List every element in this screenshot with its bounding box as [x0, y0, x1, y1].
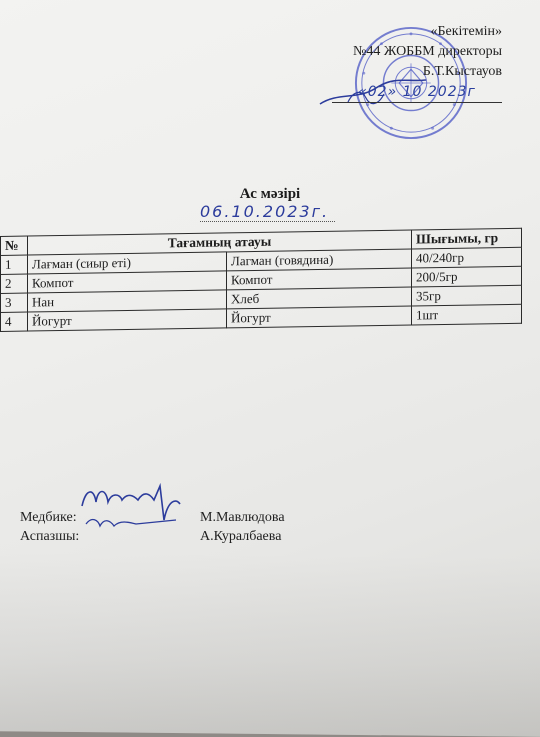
menu-title: Ас мәзірі	[239, 186, 301, 202]
dish-name-russian: Компот	[227, 268, 412, 290]
dish-name-kazakh: Йогурт	[28, 309, 227, 331]
cook-name: А.Куралбаева	[200, 529, 282, 544]
header-yield: Шығымы, гр	[412, 228, 522, 249]
nurse-signature-row	[20, 508, 340, 527]
approval-heading: «Бекітемін»	[430, 24, 502, 39]
approval-block	[332, 22, 502, 103]
dish-name-kazakh: Компот	[28, 271, 227, 293]
cook-role: Аспазшы:	[20, 529, 80, 544]
dish-yield: 1шт	[412, 304, 522, 325]
approval-director-name: Б.Т.Кыстауов	[422, 64, 502, 79]
dish-yield: 35гр	[412, 285, 522, 306]
nurse-role: Медбике:	[20, 510, 77, 525]
approval-position: №44 ЖОББМ директоры	[353, 44, 502, 59]
dish-name-kazakh: Лағман (сиыр еті)	[28, 252, 227, 274]
dish-name-kazakh: Нан	[28, 290, 227, 312]
paper-shadow	[0, 551, 540, 737]
dish-name-russian: Хлеб	[227, 287, 412, 309]
nurse-name: М.Мавлюдова	[200, 510, 285, 525]
row-number: 3	[1, 293, 28, 312]
menu-table	[0, 228, 522, 332]
dish-yield: 200/5гр	[412, 266, 522, 287]
header-dish-name: Тағамның атауы	[28, 230, 412, 255]
row-number: 4	[1, 312, 28, 331]
menu-date: 06.10.2023г.	[200, 202, 330, 221]
signature-block	[20, 508, 340, 546]
header-number: №	[1, 236, 28, 255]
cook-signature-row	[20, 527, 340, 546]
dish-name-russian: Йогурт	[227, 306, 412, 328]
menu-date-underline	[200, 220, 335, 222]
dish-yield: 40/240гр	[412, 247, 522, 268]
row-number: 1	[1, 255, 28, 274]
row-number: 2	[1, 274, 28, 293]
dish-name-russian: Лагман (говядина)	[227, 249, 412, 271]
approval-date: «02» 10 2023г	[332, 82, 502, 103]
